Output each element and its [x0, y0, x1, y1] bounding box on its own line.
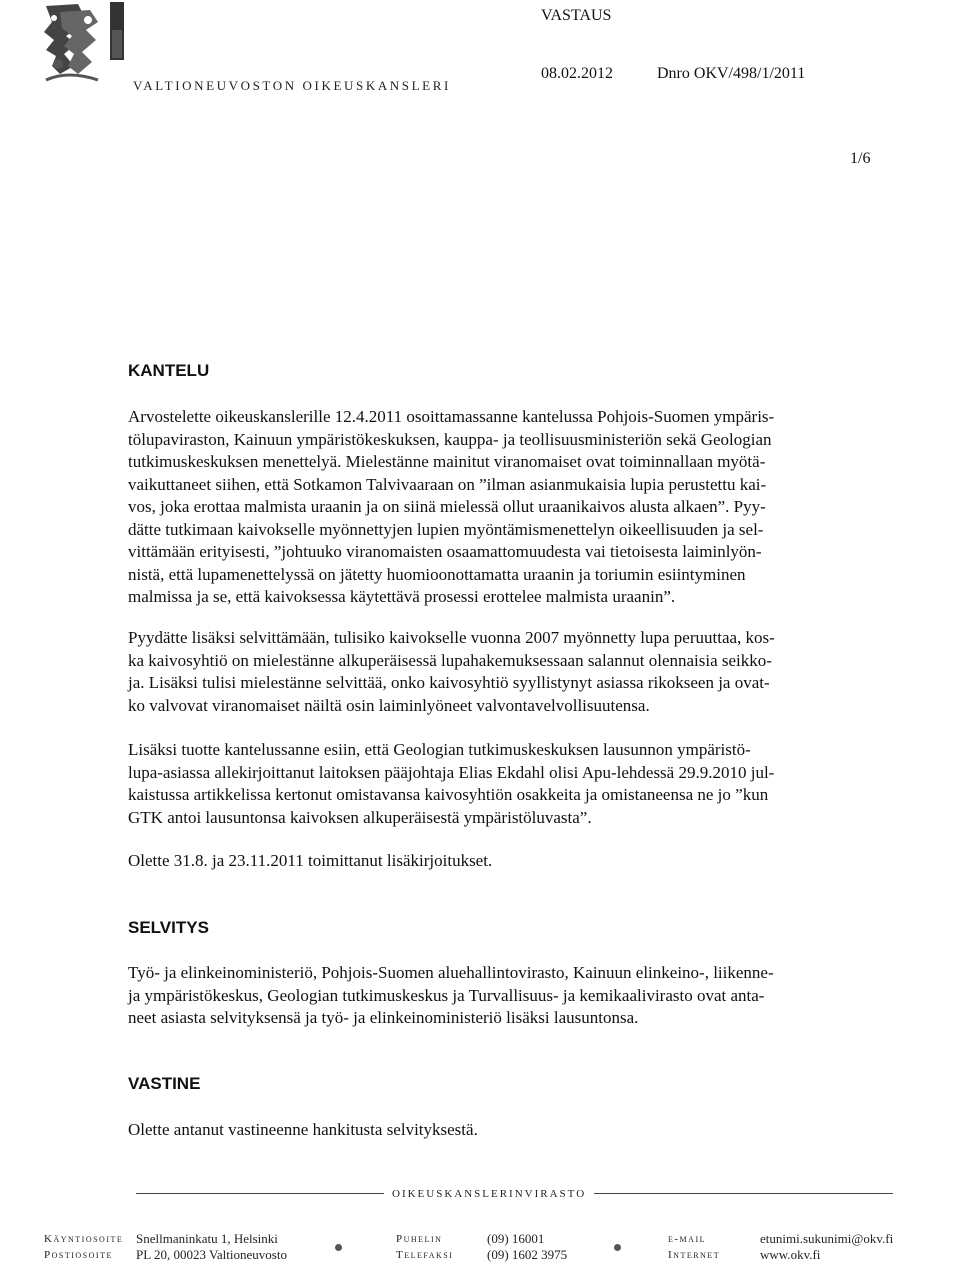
paragraph: [128, 406, 870, 609]
footer-email-label: e-mail: [668, 1233, 706, 1245]
text-line: Pyydätte lisäksi selvittämään, tulisiko kaivokselle vuonna 2007 myönnetty lupa peruuttaa, kos-: [128, 628, 775, 647]
text-line: ja. Lisäksi tulisi mielestänne selvittää, onko kaivosyhtiö syyllistynyt asiassa rikokseen ja ovat-: [128, 673, 770, 692]
paragraph: [128, 739, 870, 829]
text-line: ka kaivosyhtiö on mielestänne alkuperäisessä lupahakemuksessaan salannut olennaisia seikko-: [128, 650, 772, 670]
footer-visit-value: Snellmaninkatu 1, Helsinki: [136, 1231, 278, 1246]
footer-title: OIKEUSKANSLERINVIRASTO: [384, 1188, 594, 1200]
paragraph: [128, 850, 870, 873]
footer-email-value[interactable]: etunimi.sukunimi@okv.fi: [760, 1231, 894, 1246]
text-line: lupa-asiassa allekirjoittanut laitoksen pääjohtaja Elias Ekdahl olisi Apu-lehdessä 29.9.2010 jul-: [128, 762, 775, 782]
footer-fax-value: (09) 1602 3975: [487, 1247, 568, 1262]
text-line: vos, joka erottaa malmista uraanin ja on siinä mielessä ollut uraanikaivos alusta alkaen”. Pyy-: [128, 497, 766, 516]
text-line: vittämään erityisesti, ”johtuuko viranomaisten osaamattomuudesta vai tietoisesta laiminlyön-: [128, 542, 762, 561]
text-line: Olette antanut vastineenne hankitusta selvityksestä.: [128, 1120, 478, 1139]
footer-separator-dot: [335, 1244, 342, 1251]
footer-phone-label: Puhelin: [396, 1233, 443, 1245]
text-line: neet asiasta selvityksensä ja työ- ja elinkeinoministeriö lisäksi lausuntonsa.: [128, 1008, 639, 1027]
coat-of-arms-logo: [38, 0, 128, 88]
footer-web-value[interactable]: www.okv.fi: [760, 1247, 821, 1262]
text-line: dätte tutkimaan kaivokselle myönnettyjen lupien myöntämismenettelyn oikeellisuuden ja sel-: [128, 519, 764, 539]
text-line: ja ympäristökeskus, Geologian tutkimuskeskus ja Turvallisuus- ja kemikaalivirasto ovat anta-: [128, 985, 765, 1005]
footer-visit-label: Käyntiosoite: [44, 1233, 124, 1245]
paragraph: [128, 627, 870, 717]
text-line: Olette 31.8. ja 23.11.2011 toimittanut lisäkirjoitukset.: [128, 851, 493, 870]
document-reference: Dnro OKV/498/1/2011: [657, 65, 806, 82]
section-heading-vastine: VASTINE: [128, 1074, 201, 1093]
section-heading-selvitys: SELVITYS: [128, 918, 209, 937]
footer-post-label: Postiosoite: [44, 1249, 113, 1261]
paragraph: [128, 1119, 870, 1142]
organization-name: VALTIONEUVOSTON OIKEUSKANSLERI: [133, 78, 451, 93]
text-line: GTK antoi lausuntonsa kaivoksen alkuperäisestä ympäristöluvasta”.: [128, 807, 592, 827]
paragraph: [128, 962, 870, 1030]
page-number: 1/6: [850, 150, 871, 167]
text-line: kaistussa artikkelissa kertonut omistavansa kaivosyhtiön osakkeita ja omistaneensa ne jo ”kun: [128, 785, 769, 804]
footer-web-label: Internet: [668, 1249, 721, 1261]
document-type: VASTAUS: [541, 7, 612, 24]
text-line: ko valvovat viranomaiset näiltä osin laiminlyöneet valvontavelvollisuutensa.: [128, 695, 650, 715]
text-line: tölupaviraston, Kainuun ympäristökeskuksen, kauppa- ja teollisuusministeriön sekä Geologian: [128, 429, 772, 449]
section-heading-kantelu: KANTELU: [128, 361, 210, 380]
text-line: malmissa ja se, että kaivoksessa käytettävä prosessi erottelee malmista uraanin”.: [128, 587, 676, 606]
footer-fax-label: Telefaksi: [396, 1249, 454, 1261]
footer-phone-value: (09) 16001: [487, 1231, 545, 1246]
text-line: nistä, että lupamenettelyssä on jätetty huomioonottamatta uraanin ja toriumin esiintyminen: [128, 564, 746, 584]
text-line: Arvostelette oikeuskanslerille 12.4.2011 osoittamassanne kantelussa Pohjois-Suomen ympäris-: [128, 407, 775, 426]
document-date: 08.02.2012: [541, 65, 613, 82]
text-line: Työ- ja elinkeinoministeriö, Pohjois-Suomen aluehallintovirasto, Kainuun elinkeino-, liikenne-: [128, 963, 774, 982]
footer-separator-dot: [614, 1244, 621, 1251]
text-line: vaikuttaneet siihen, että Sotkamon Talvivaaraan on ”ilman asianmukaisia lupia perustettu kai-: [128, 474, 767, 494]
text-line: tutkimuskeskuksen menettelyä. Mielestänne mainitut viranomaiset ovat toiminnallaan myötä-: [128, 452, 766, 471]
text-line: Lisäksi tuotte kantelussanne esiin, että Geologian tutkimuskeskuksen lausunnon ympäristö-: [128, 740, 751, 759]
footer-post-value: PL 20, 00023 Valtioneuvosto: [136, 1247, 287, 1262]
